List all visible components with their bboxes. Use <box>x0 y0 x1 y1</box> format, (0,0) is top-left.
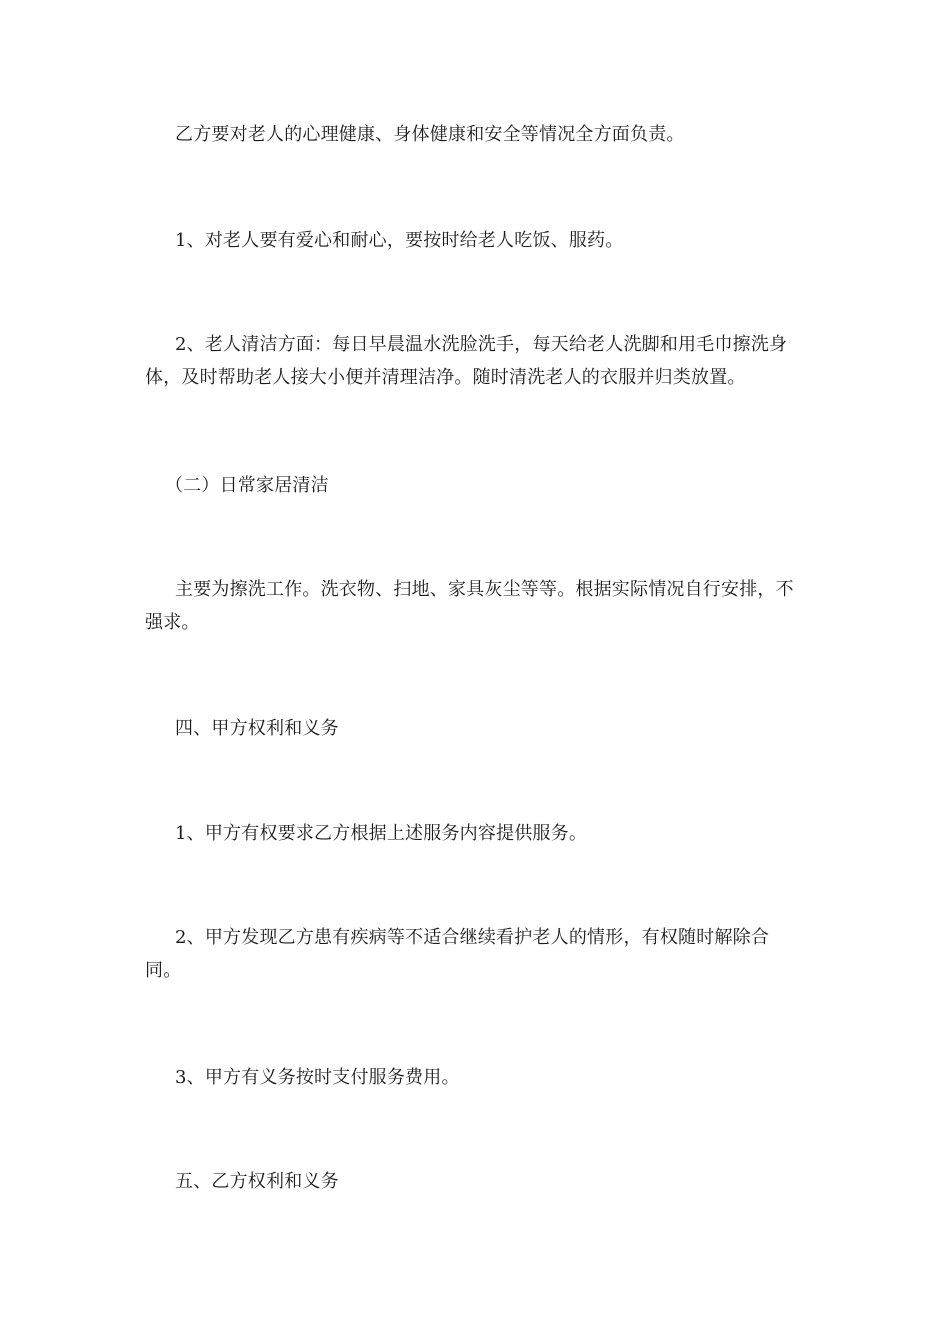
section-heading-party-a: 四、甲方权利和义务 <box>175 718 339 739</box>
paragraph-item-1-care: 1、对老人要有爱心和耐心，要按时给老人吃饭、服药。 <box>175 230 624 251</box>
section-heading-party-b: 五、乙方权利和义务 <box>175 1171 339 1192</box>
paragraph-cleaning-work: 主要为擦洗工作。洗衣物、扫地、家具灰尘等等。根据实际情况自行安排，不强求。 <box>145 579 794 633</box>
paragraph-item-2-cleaning: 2、老人清洁方面：每日早晨温水洗脸洗手，每天给老人洗脚和用毛巾擦洗身体，及时帮助老人接大小便并清理洁净。随时清洗老人的衣服并归类放置。 <box>145 334 788 388</box>
paragraph-party-a-item-3: 3、甲方有义务按时支付服务费用。 <box>175 1067 460 1088</box>
paragraph-caregiver-responsibility: 乙方要对老人的心理健康、身体健康和安全等情况全方面负责。 <box>175 124 685 145</box>
paragraph-party-a-item-1: 1、甲方有权要求乙方根据上述服务内容提供服务。 <box>175 823 588 844</box>
section-heading-home-cleaning: （二）日常家居清洁 <box>165 475 329 496</box>
paragraph-party-a-item-2: 2、甲方发现乙方患有疾病等不适合继续看护老人的情形，有权随时解除合同。 <box>145 927 770 981</box>
